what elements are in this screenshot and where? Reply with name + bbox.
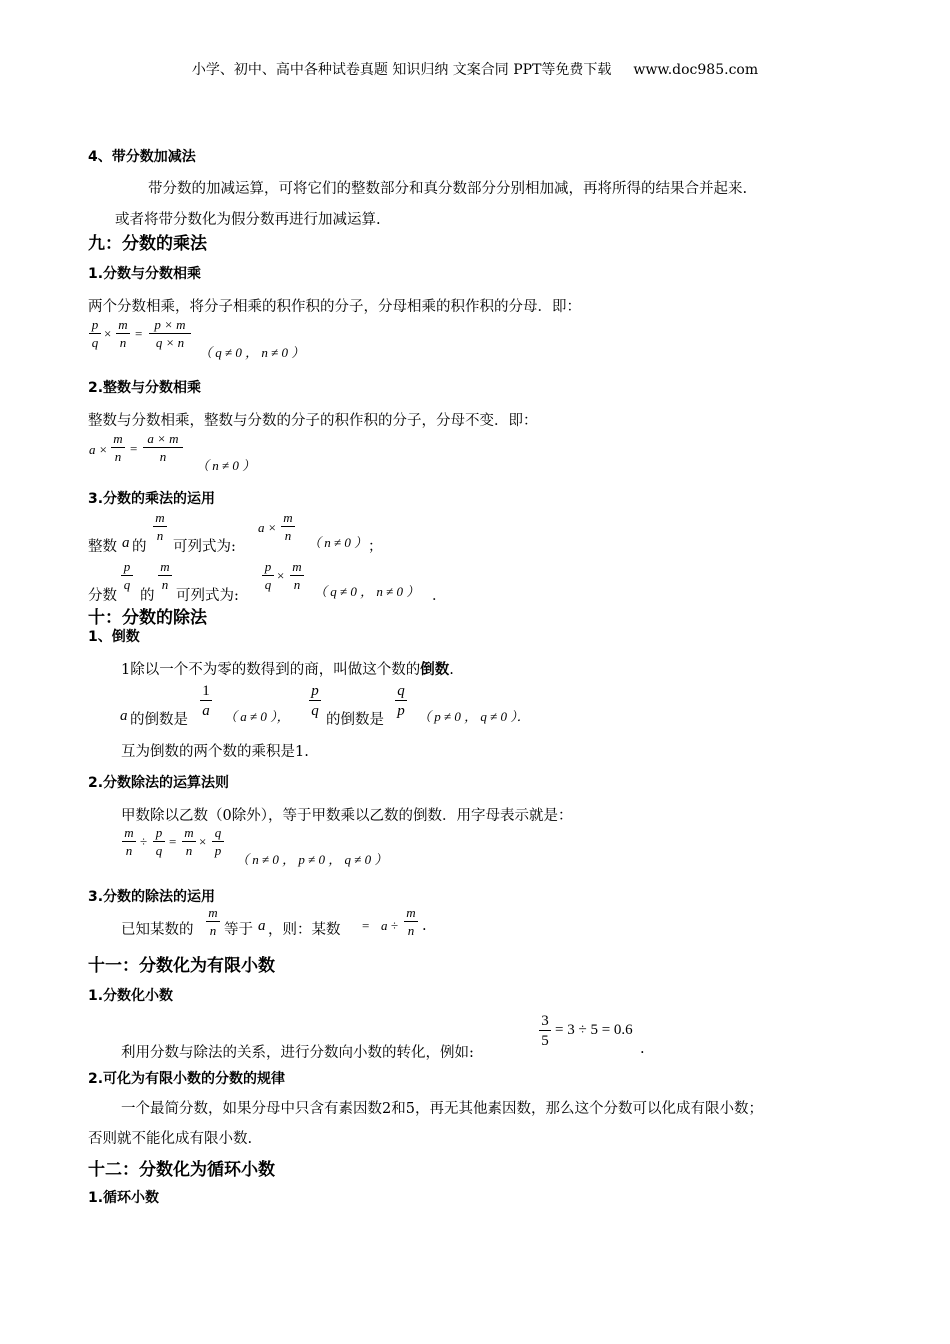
equals-sign: = [135, 326, 143, 341]
section-9-2-title: 2.整数与分数相乘 [88, 380, 202, 396]
fraction: $\frac{p}{q}$ [153, 826, 165, 858]
text: . [422, 918, 427, 934]
section-11-title: 十一：分数化为有限小数 [88, 956, 275, 976]
section-4-para-2: 或者将带分数化为假分数再进行加减运算. [115, 212, 381, 228]
fraction: $\frac{q}{p}$ [212, 826, 224, 858]
equals-sign: = [362, 918, 370, 933]
condition: （ p ≠ 0 ， q ≠ 0 ）． [418, 709, 530, 724]
times-sign: × [199, 834, 207, 849]
text: 整数 [88, 539, 117, 555]
fraction: $\frac{1}{a}$ [200, 683, 212, 719]
section-9-1-title: 1.分数与分数相乘 [88, 266, 202, 282]
variable: a [258, 918, 266, 934]
fraction: $\frac{p}{q}$ [309, 683, 321, 719]
fraction: $\frac{m}{n}$ [182, 826, 196, 858]
section-11-2-para-2: 否则就不能化成有限小数. [88, 1131, 253, 1147]
fraction: $\frac{m}{n}$ [111, 432, 125, 464]
section-4-title: 4、带分数加减法 [88, 149, 196, 165]
section-10-2-title: 2.分数除法的运算法则 [88, 775, 230, 791]
section-10-1-para-3: 互为倒数的两个数的乘积是1. [121, 744, 309, 760]
section-10-1-title: 1、倒数 [88, 629, 140, 645]
fraction: $\frac{3}{5}$ [539, 1013, 551, 1049]
section-11-2-title: 2.可化为有限小数的分数的规律 [88, 1071, 286, 1087]
times-sign: × [104, 326, 112, 341]
fraction: $\frac{p}{q}$ [121, 560, 133, 592]
fraction: $\frac{m}{n}$ [158, 560, 172, 592]
text: 的 [132, 539, 147, 555]
section-9-title: 九：分数的乘法 [88, 234, 207, 254]
variable: a [122, 535, 130, 551]
times-sign: × [277, 568, 285, 583]
text: 利用分数与除法的关系，进行分数向小数的转化，例如: [121, 1045, 474, 1061]
fraction: $\frac{m}{n}$ [206, 906, 220, 938]
section-11-2-para-1: 一个最简分数，如果分母中只含有素因数2和5，再无其他素因数，那么这个分数可以化成有限小数； [121, 1101, 763, 1117]
condition: （ n ≠ 0 ） [308, 535, 368, 550]
text: 已知某数的 [121, 922, 194, 938]
section-10-3-title: 3.分数的除法的运用 [88, 889, 216, 905]
text: 等于 [224, 922, 253, 938]
section-12-1-title: 1.循环小数 [88, 1190, 160, 1206]
condition: （ n ≠ 0 ） [196, 458, 256, 473]
condition: （ q ≠ 0 ， n ≠ 0 ） [199, 345, 305, 360]
section-4-para-1: 带分数的加减运算，可将它们的整数部分和真分数部分分别相加减，再将所得的结果合并起来. [148, 181, 748, 197]
fraction: $\frac{p \times m}{q \times n}$ [149, 318, 191, 350]
fraction: $\frac{p}{q}$ [89, 318, 101, 350]
condition: （ a ≠ 0 ）， [224, 709, 290, 724]
text: 1除以一个不为零的数得到的商，叫做这个数的 [121, 662, 421, 678]
text: 的倒数是 [326, 712, 384, 728]
section-9-3-title: 3.分数的乘法的运用 [88, 491, 216, 507]
section-9-1-text: 两个分数相乘，将分子相乘的积作积的分子，分母相乘的积作积的分母．即： [88, 299, 581, 315]
expression: a ÷ [381, 918, 398, 933]
section-10-1-para-1 [121, 658, 454, 679]
text: 分数 [88, 588, 117, 604]
fraction: $\frac{m}{n}$ [404, 906, 418, 938]
text: . [449, 662, 454, 678]
divide-sign: ÷ [140, 834, 148, 849]
text: . [640, 1041, 645, 1057]
fraction: $\frac{p}{q}$ [262, 560, 274, 592]
header-url[interactable]: www.doc985.com [633, 62, 759, 78]
condition: （ n ≠ 0 ， p ≠ 0 ， q ≠ 0 ） [236, 852, 388, 867]
section-10-2-text: 甲数除以乙数（0除外），等于甲数乘以乙数的倒数．用字母表示就是： [121, 808, 573, 824]
section-10-title: 十：分数的除法 [88, 608, 207, 628]
text: 可列式为: [173, 539, 236, 555]
section-11-1-title: 1.分数化小数 [88, 988, 174, 1004]
text: 的 [140, 588, 155, 604]
expression: = 3 ÷ 5 = 0.6 [555, 1022, 633, 1038]
section-12-title: 十二：分数化为循环小数 [88, 1160, 275, 1180]
page-header [0, 59, 950, 79]
term-reciprocal: 倒数 [420, 661, 450, 678]
text: ； [368, 539, 383, 555]
fraction: $\frac{m}{n}$ [122, 826, 136, 858]
text: 的倒数是 [130, 712, 188, 728]
equals-sign: = [130, 441, 138, 456]
equals-sign: = [169, 834, 177, 849]
fraction: $\frac{m}{n}$ [116, 318, 130, 350]
section-9-2-text: 整数与分数相乘，整数与分数的分子的积作积的分子，分母不变．即： [88, 413, 538, 429]
fraction: $\frac{q}{p}$ [395, 683, 407, 719]
fraction: $\frac{m}{n}$ [153, 511, 167, 543]
text: 可列式为: [176, 588, 239, 604]
expression: a × [258, 520, 277, 535]
text: ，则：某数 [268, 922, 341, 938]
condition: （ q ≠ 0 ， n ≠ 0 ） [314, 584, 420, 599]
expression: a × [89, 442, 108, 457]
header-text: 小学、初中、高中各种试卷真题 知识归纳 文案合同 PPT等免费下载 [191, 62, 612, 78]
fraction: $\frac{m}{n}$ [281, 511, 295, 543]
variable: a [120, 708, 128, 724]
text: ． [432, 588, 447, 604]
fraction: $\frac{a \times m}{n}$ [143, 432, 183, 464]
fraction: $\frac{m}{n}$ [290, 560, 304, 592]
